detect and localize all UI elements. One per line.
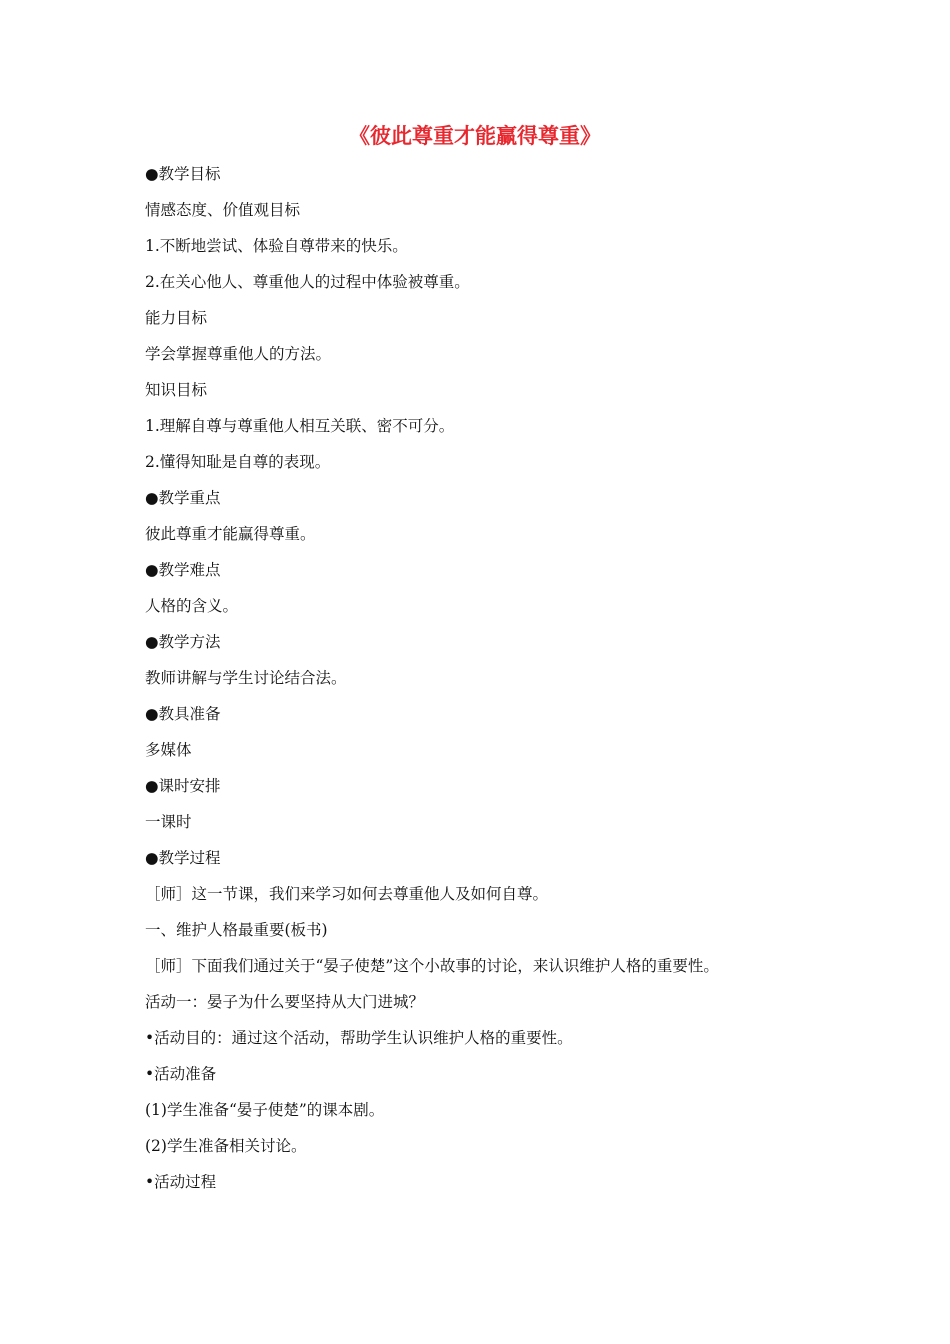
section-heading-key-points: ●教学重点 [145, 489, 221, 507]
paragraph: 人格的含义。 [145, 597, 239, 615]
paragraph: 一课时 [145, 813, 192, 831]
activity-heading: 活动一：晏子为什么要坚持从大门进城？ [145, 993, 425, 1011]
bullet-item: •活动准备 [145, 1065, 217, 1083]
paragraph: 彼此尊重才能赢得尊重。 [145, 525, 316, 543]
paragraph: ［师］这一节课，我们来学习如何去尊重他人及如何自尊。 [145, 885, 549, 903]
paragraph: 多媒体 [145, 741, 192, 759]
document-title: 《彼此尊重才能赢得尊重》 [349, 124, 601, 148]
paragraph: 1.理解自尊与尊重他人相互关联、密不可分。 [145, 417, 455, 435]
paragraph: 2.懂得知耻是自尊的表现。 [145, 453, 331, 471]
list-item: (2)学生准备相关讨论。 [145, 1137, 307, 1155]
document-body [145, 156, 845, 1200]
paragraph: 1.不断地尝试、体验自尊带来的快乐。 [145, 237, 408, 255]
list-item: (1)学生准备“晏子使楚”的课本剧。 [145, 1101, 385, 1119]
subheading-part-one: 一、维护人格最重要(板书) [145, 921, 328, 939]
section-heading-process: ●教学过程 [145, 849, 221, 867]
section-heading-schedule: ●课时安排 [145, 777, 221, 795]
paragraph: ［师］下面我们通过关于“晏子使楚”这个小故事的讨论，来认识维护人格的重要性。 [145, 957, 719, 975]
paragraph: 学会掌握尊重他人的方法。 [145, 345, 332, 363]
subheading-ability-goals: 能力目标 [145, 309, 208, 327]
section-heading-methods: ●教学方法 [145, 633, 221, 651]
section-heading-materials: ●教具准备 [145, 705, 221, 723]
section-heading-teaching-goals: ●教学目标 [145, 165, 221, 183]
paragraph: 教师讲解与学生讨论结合法。 [145, 669, 347, 687]
subheading-knowledge-goals: 知识目标 [145, 381, 208, 399]
bullet-item: •活动过程 [145, 1173, 217, 1191]
section-heading-difficulties: ●教学难点 [145, 561, 221, 579]
bullet-item: •活动目的：通过这个活动，帮助学生认识维护人格的重要性。 [145, 1029, 573, 1047]
paragraph: 2.在关心他人、尊重他人的过程中体验被尊重。 [145, 273, 470, 291]
subheading-attitude-goals: 情感态度、价值观目标 [145, 201, 301, 219]
